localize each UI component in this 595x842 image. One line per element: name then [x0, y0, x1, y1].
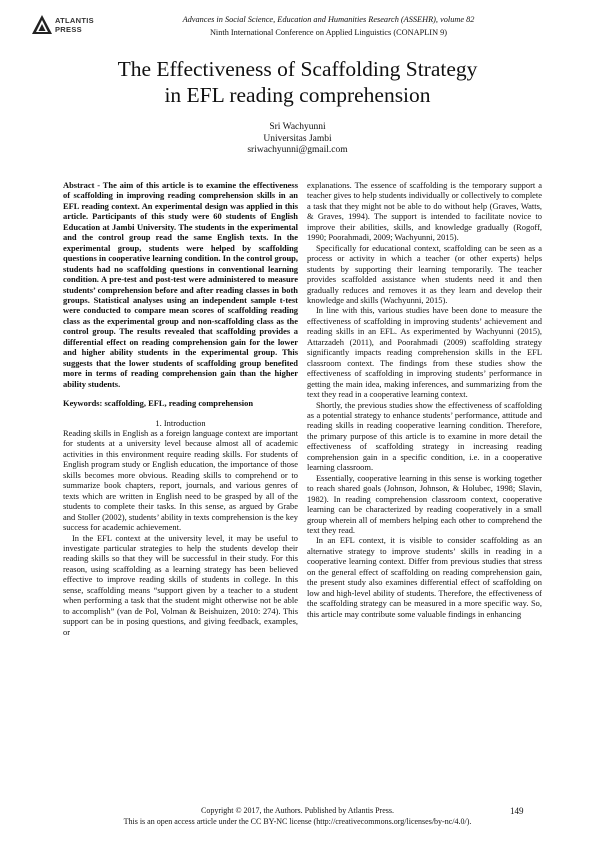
body-paragraph-5: Essentially, cooperative learning in this sense is working together to reach shared goals (Johnson, Johnson, & Holubec, 1998; Slavin, 1982). In reading comprehension classroom context, cooperative learning can be characterized by reading cooperatively in a small group wherein all of members helping each other to comprehend the text they read. — [307, 472, 542, 535]
abstract: Abstract - The aim of this article is to examine the effectiveness of scaffolding in improving reading comprehension skills in an EFL reading context. An experimental design was applied in this article. Participants of this study were 60 students of English Education at Jambi University. The students in the experimental and the control group read the same English texts. In the experimental group, students were helped by scaffolding questions in cooperative learning condition. In the control group, students had no scaffolding questions in conventional learning condition. A pre-test and post-test were administered to measure students’ comprehension before and after reading classes in both groups. Statistical analyses using an independent sample t-test were conducted to compare mean scores of scaffolding reading class as the experimental group and non-scaffolding class as the control group. The results revealed that scaffolding provides a differential effect on reading comprehension gain for the lower and higher ability students in the experimental group. This suggests that the lower students of scaffolding group benefited more in terms of reading comprehension gain than the higher ability students. — [63, 180, 298, 389]
license-notice: This is an open access article under the CC BY-NC license (http://creativecommons.org/licenses/by-nc/4.0/). — [123, 817, 472, 826]
paper-title — [60, 56, 535, 108]
author-email: sriwachyunni@gmail.com — [247, 145, 348, 155]
intro-paragraph-1: Reading skills in English as a foreign language context are important for students at a university level because almost all of academic activities in this environment require reading skills. For students of English program study or English education, the importance of those skills becomes more obvious. Reading skills to comprehend or to summarize book chapters, report, journals, and various genres of texts which are written in English need to be grasped by all of the students to complete their tasks. In this sense, as argued by Grabe and Stoller (2002), students’ ability in texts comprehension is the key success for academic achievement. — [63, 427, 298, 533]
copyright-notice: Copyright © 2017, the Authors. Published by Atlantis Press. — [201, 806, 394, 815]
author-name: Sri Wachyunni — [269, 122, 326, 132]
body-paragraph-2: Specifically for educational context, scaffolding can be seen as a process or activity in which a teacher (or other experts) helps students by supporting their learning temporarily. The teacher provides scaffolded assistance when students need it and then gradually reduces and removes it as they learn and develop their knowledge and skills (Wachyunni, 2015). — [307, 242, 542, 305]
body-paragraph-4: Shortly, the previous studies show the effectiveness of scaffolding as a potential strategy to enhance students’ performance, attitude and reading skills in reading cooperative learning condition. Therefore, the primary purpose of this article is to examine in more detail the effectiveness of scaffolding strategy in increasing reading comprehension gain in a specific condition, i.e. in a cooperative learning classroom. — [307, 399, 542, 473]
intro-paragraph-2: In the EFL context at the university level, it may be useful to investigate particular strategies to help the students develop their reading skills so that they will be successful in their study. For this reason, using scaffolding as a learning strategy has been believed effective to improve reading skills of students in college. In this sense, scaffolding means “support given by a teacher to a student when performing a task that the student might otherwise not be able to accomplish” (van de Pol, Volman & Beishuizen, 2010: 274). This support can be in posing questions, and giving feedback, examples, or — [63, 532, 298, 637]
body-paragraph-6: In an EFL context, it is visible to consider scaffolding as an alternative strategy to improve students’ skills in reading in a cooperative learning context. Differ from previous studies that stress on the general effect of scaffolding on reading comprehension gain, the present study also examines differential effect of scaffolding on low and high-level ability of students. Therefore, the effectiveness of the scaffolding strategy can be measured in a more specific way. So, this article may contribute some valuable findings in enhancing — [307, 535, 542, 619]
body-paragraph-1: explanations. The essence of scaffolding is the temporary support a teacher gives to help students individually or collectively to complete a task that they might not be able to do without help (Graves, Watts, & Graves, 1994). The support is intended to facilitate novice to improve their abilities, skills, and knowledge gradually (Rogoff, 1990; Poorahmadi, 2009; Wachyunni, 2015). — [307, 180, 542, 243]
author-affiliation: Universitas Jambi — [263, 133, 332, 144]
title-line-2: in EFL reading comprehension — [164, 83, 431, 107]
logo-text-line2: PRESS — [55, 25, 82, 34]
body-paragraph-3: In line with this, various studies have been done to measure the effectiveness of scaffolding in improving students’ achievement and reading skills in an EFL. As experimented by Wachyunni (2015), Attarzadeh (2011), and Poorahmadi (2009) scaffolding strategy significantly impacts reading comprehension skills in the EFL classroom context. The findings from these studies show the effectiveness of scaffolding in improving students’ performance in getting the main idea, making inferences, and summarizing from the text they read in a cooperative learning context. — [307, 305, 542, 400]
keywords: Keywords: scaffolding, EFL, reading comprehension — [63, 398, 254, 409]
title-line-1: The Effectiveness of Scaffolding Strategy — [117, 57, 478, 81]
logo-text-line1: ATLANTIS — [55, 16, 94, 25]
author-block — [0, 122, 595, 157]
conference-header: Ninth International Conference on Applied Linguistics (CONAPLIN 9) — [209, 28, 448, 37]
right-column — [307, 180, 542, 619]
section-heading-introduction: 1. Introduction — [155, 417, 206, 428]
journal-header: Advances in Social Science, Education and Humanities Research (ASSEHR), volume 82 — [182, 15, 475, 24]
page-number: 149 — [510, 806, 524, 816]
left-column — [63, 180, 298, 637]
